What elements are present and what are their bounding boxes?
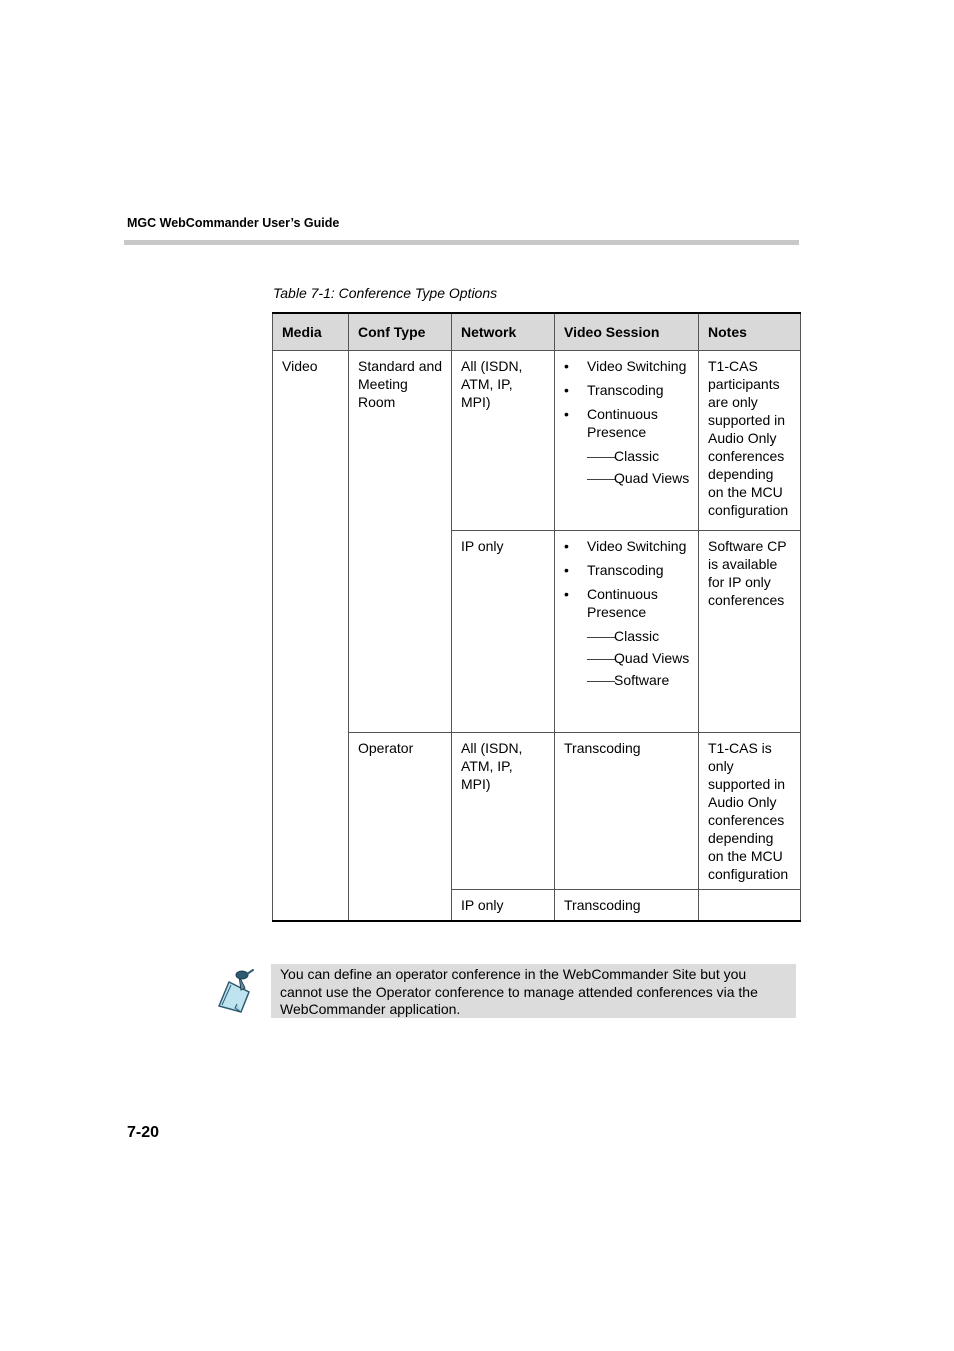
col-header-notes: Notes <box>699 313 801 351</box>
bullet-text: Continuous Presence <box>587 586 658 620</box>
notes-cell: T1-CAS is only supported in Audio Only conferences depending on the MCU configuration <box>699 733 801 890</box>
conf-type-cell: Operator <box>349 733 452 922</box>
col-header-network: Network <box>452 313 555 351</box>
sub-bullet-text: Quad Views <box>614 650 690 666</box>
bullet-text: Continuous Presence <box>587 406 658 440</box>
video-session-cell <box>555 531 699 733</box>
bullet-item <box>564 405 690 441</box>
bullet-icon: • <box>564 406 569 422</box>
sub-bullet-item <box>587 627 690 645</box>
sub-bullet-item <box>587 649 690 667</box>
sub-bullet-item <box>587 469 690 487</box>
sub-bullet-item <box>587 671 690 689</box>
bullet-text: Video Switching <box>587 538 687 554</box>
page-number: 7-20 <box>127 1124 160 1141</box>
conf-type-cell: Standard and Meeting Room <box>349 351 452 733</box>
notes-cell: Software CP is available for IP only conferences <box>699 531 801 733</box>
network-cell: All (ISDN, ATM, IP, MPI) <box>452 351 555 531</box>
network-cell: All (ISDN, ATM, IP, MPI) <box>452 733 555 890</box>
sub-bullet-text: Software <box>614 672 670 688</box>
conference-type-table <box>272 312 801 922</box>
table-row <box>273 351 801 531</box>
running-header: MGC WebCommander User’s Guide <box>127 216 340 230</box>
video-session-cell: Transcoding <box>555 890 699 922</box>
bullet-icon: • <box>564 586 569 602</box>
bullet-icon: • <box>564 562 569 578</box>
note-pin-icon <box>213 968 261 1016</box>
media-cell: Video <box>273 351 349 922</box>
bullet-item <box>564 537 690 555</box>
dash-icon: —— <box>587 628 615 644</box>
sub-bullet-text: Quad Views <box>614 470 690 486</box>
table-header-row <box>273 313 801 351</box>
note-box: You can define an operator conference in the WebCommander Site but you cannot use the Operator conference to manage attended conferences via the WebCommander application. <box>271 964 796 1018</box>
sub-bullet-text: Classic <box>614 628 660 644</box>
dash-icon: —— <box>587 672 615 688</box>
network-cell: IP only <box>452 531 555 733</box>
bullet-item <box>564 585 690 621</box>
header-rule <box>124 240 799 245</box>
sub-bullet-text: Classic <box>614 448 660 464</box>
notes-cell <box>699 890 801 922</box>
dash-icon: —— <box>587 448 615 464</box>
col-header-video-session: Video Session <box>555 313 699 351</box>
col-header-media: Media <box>273 313 349 351</box>
bullet-icon: • <box>564 358 569 374</box>
video-session-cell: Transcoding <box>555 733 699 890</box>
notes-cell: T1-CAS participants are only supported in Audio Only conferences depending on the MCU configuration <box>699 351 801 531</box>
bullet-text: Transcoding <box>587 382 664 398</box>
sub-bullet-item <box>587 447 690 465</box>
col-header-conf-type: Conf Type <box>349 313 452 351</box>
bullet-item <box>564 381 690 399</box>
bullet-item <box>564 357 690 375</box>
dash-icon: —— <box>587 650 615 666</box>
network-cell: IP only <box>452 890 555 922</box>
bullet-icon: • <box>564 538 569 554</box>
table-row <box>273 733 801 890</box>
video-session-cell <box>555 351 699 531</box>
bullet-item <box>564 561 690 579</box>
table-caption: Table 7-1: Conference Type Options <box>273 285 498 301</box>
bullet-text: Transcoding <box>587 562 664 578</box>
dash-icon: —— <box>587 470 615 486</box>
bullet-icon: • <box>564 382 569 398</box>
bullet-text: Video Switching <box>587 358 687 374</box>
